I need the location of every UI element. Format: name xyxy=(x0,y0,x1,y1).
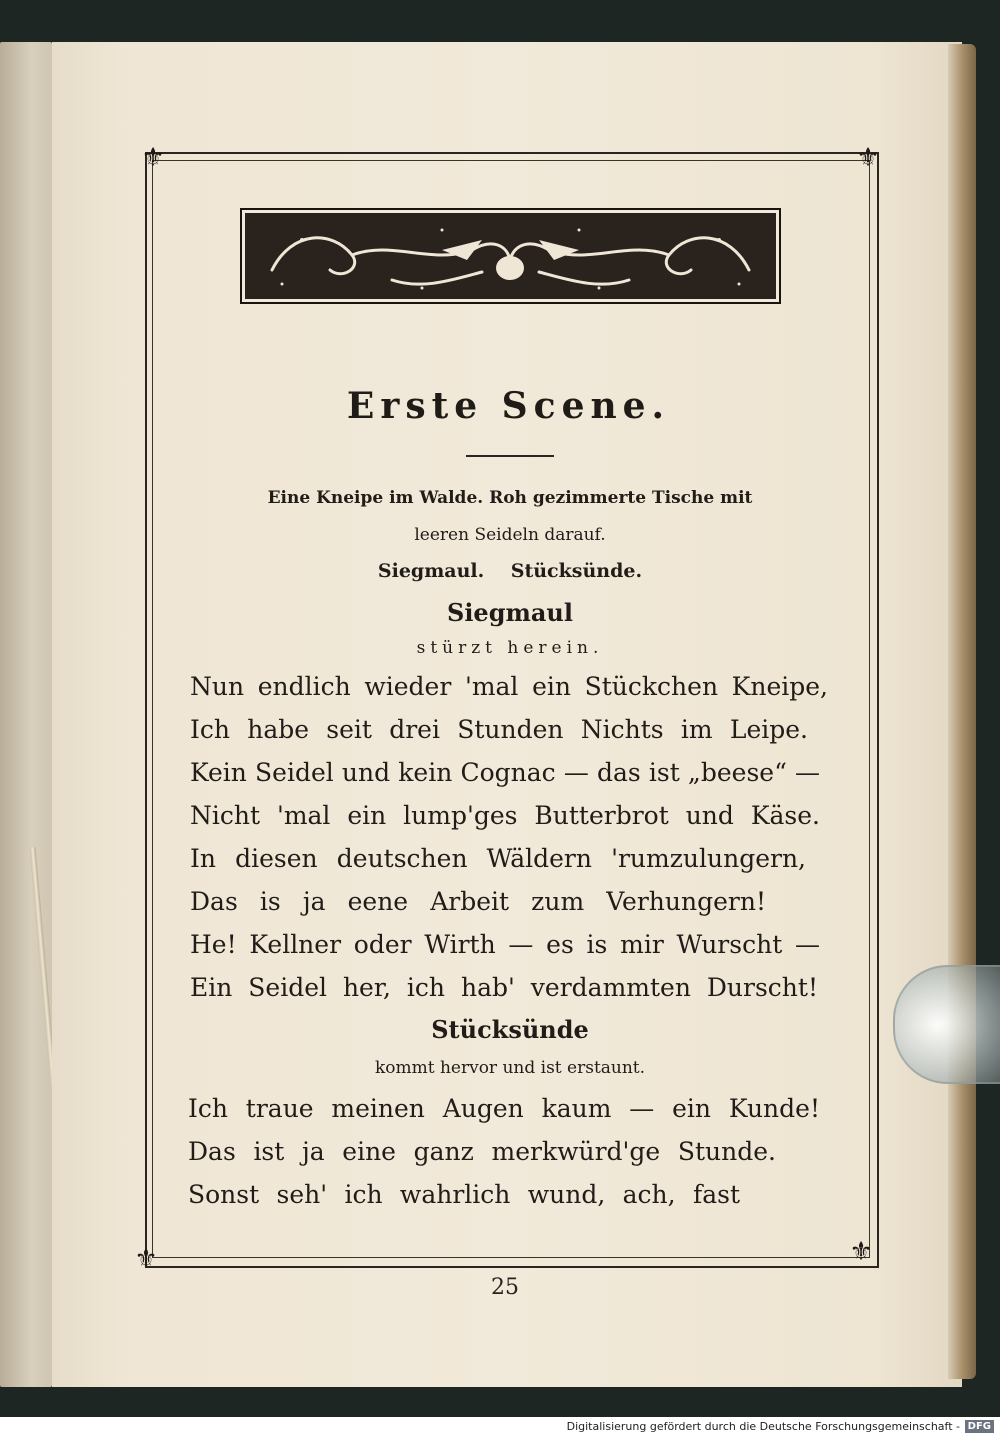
verse-line: In diesen deutschen Wäldern 'rumzulungern, xyxy=(190,844,806,873)
verse-line: Ich habe seit drei Stunden Nichts im Leipe. xyxy=(190,715,808,744)
verse-line: Ich traue meinen Augen kaum — ein Kunde! xyxy=(188,1094,820,1123)
speaker-stuecksuende: Stücksünde xyxy=(431,1015,589,1044)
fleur-de-lis-icon: ⚜ xyxy=(141,143,165,173)
action-direction-2: kommt hervor und ist erstaunt. xyxy=(374,1058,646,1078)
verse-line: Ein Seidel her, ich hab' verdammten Durscht! xyxy=(190,973,818,1002)
character-list: Siegmaul. Stücksünde. xyxy=(377,560,643,582)
action-direction-1: stürzt herein. xyxy=(416,638,604,658)
fleur-de-lis-icon: ⚜ xyxy=(134,1244,158,1274)
stage-direction-line-1: Eine Kneipe im Walde. Roh gezimmerte Tische mit xyxy=(267,488,753,508)
verse-line: Das is ja eene Arbeit zum Verhungern! xyxy=(190,887,766,916)
ornamental-banner xyxy=(240,208,781,304)
digitization-credit: Digitalisierung gefördert durch die Deutsche Forschungsgemeinschaft - xyxy=(566,1420,960,1433)
stage-direction-line-2: leeren Seideln darauf. xyxy=(414,525,606,545)
verse-line: Nun endlich wieder 'mal ein Stückchen Kneipe, xyxy=(190,672,828,701)
verse-line: He! Kellner oder Wirth — es is mir Wurscht — xyxy=(190,930,820,959)
fleur-de-lis-icon: ⚜ xyxy=(856,143,880,173)
book-clip xyxy=(893,965,1000,1084)
scene-heading: Erste Scene. xyxy=(346,385,671,427)
verse-line: Nicht 'mal ein lump'ges Butterbrot und Käse. xyxy=(190,801,820,830)
dfg-logo: DFG xyxy=(965,1420,994,1433)
fleur-de-lis-icon: ⚜ xyxy=(849,1237,873,1267)
ornament-svg xyxy=(242,210,779,302)
heading-divider xyxy=(466,455,554,457)
page-number: 25 xyxy=(491,1275,519,1300)
left-page-edge xyxy=(0,42,52,1387)
verse-line: Kein Seidel und kein Cognac — das ist „beese“ — xyxy=(190,758,820,787)
speaker-siegmaul: Siegmaul xyxy=(446,598,573,627)
page-stack-edge xyxy=(948,44,976,1379)
verse-line: Sonst seh' ich wahrlich wund, ach, fast xyxy=(188,1180,740,1209)
verse-line: Das ist ja eine ganz merkwürd'ge Stunde. xyxy=(188,1137,776,1166)
